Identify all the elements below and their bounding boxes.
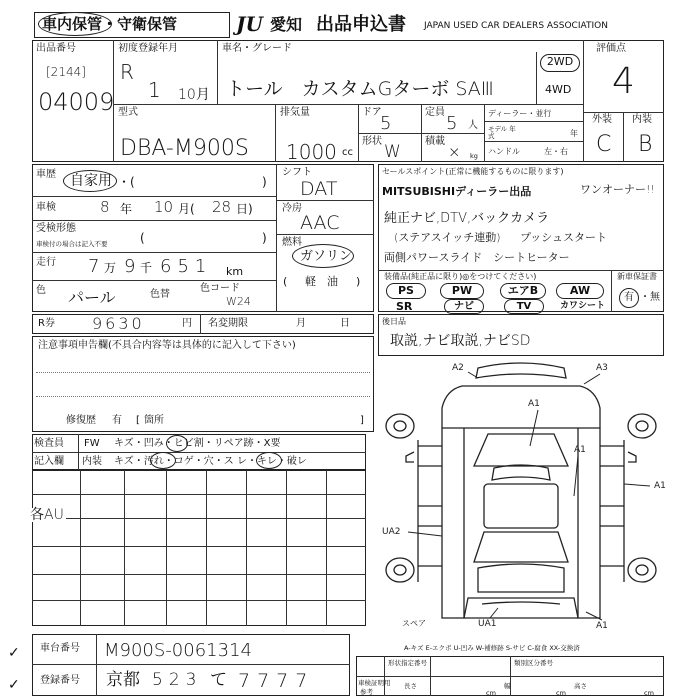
mark-a1-top: A1: [528, 399, 540, 409]
logo-text: 愛知: [270, 15, 303, 34]
inspection-day-unit: 日): [236, 202, 253, 216]
divider: [113, 104, 583, 105]
ticket-label: R券: [38, 318, 55, 329]
divider: [583, 40, 584, 162]
equip-aw: AW: [556, 283, 604, 299]
mark-ua1: UA1: [478, 619, 497, 629]
mileage-man-unit: 万: [104, 261, 117, 275]
entry-label: 記入欄: [34, 456, 64, 467]
shape-label: 形状: [362, 136, 382, 147]
divider: [536, 52, 537, 104]
cm-unit-2: cm: [556, 689, 566, 697]
divider: [623, 112, 624, 162]
grade-label: 評価点: [596, 43, 626, 54]
sales-dealer-title: MITSUBISHIディーラー出品: [382, 185, 532, 198]
mark-ua2: UA2: [382, 527, 401, 537]
divider: [96, 634, 97, 696]
aftermarket-label: 後日品: [382, 317, 406, 326]
model-year-label: モデル 年式: [488, 125, 516, 140]
divider: [276, 234, 374, 235]
registration-month: 10月: [178, 87, 210, 103]
mark-a1-rear: A1: [596, 621, 608, 631]
lot-code: [2144]: [46, 65, 86, 79]
drive-2wd: 2WD: [540, 54, 580, 72]
mark-a1-side: A1: [654, 481, 666, 491]
association-name: JAPAN USED CAR DEALERS ASSOCIATION: [424, 21, 608, 31]
history-circle: [63, 170, 117, 192]
mark-a1-right: A1: [574, 445, 586, 455]
grid-line: [32, 494, 366, 495]
car-name-value: トール カスタムGターボ SAⅢ: [226, 78, 494, 100]
divider: [200, 314, 201, 334]
fuel-close: ): [356, 275, 361, 288]
load-value: ×: [448, 143, 461, 161]
reception-note: 車検付の場合は記入不要: [36, 240, 108, 248]
divider: [32, 196, 276, 197]
equip-airbag: エアB: [500, 283, 546, 299]
shift-label: シフト: [282, 167, 312, 178]
name-change-day: 日: [340, 318, 350, 329]
dent-circle: [166, 435, 188, 452]
mileage-unit: km: [226, 265, 244, 278]
doors-label: ドア: [362, 107, 382, 118]
divider: [378, 270, 664, 271]
mileage-rest: 651: [160, 256, 213, 277]
interior-check-label: 内装: [82, 456, 102, 467]
shape-value: W: [384, 142, 401, 162]
grade-score: 4: [612, 61, 635, 102]
plate-number: 7777: [238, 670, 315, 692]
lot-number: 04009: [38, 88, 115, 116]
history-label: 車歴: [36, 169, 56, 180]
mark-a3: A3: [596, 363, 608, 373]
interior-label: 内装: [632, 114, 652, 125]
displacement-value: 1000: [286, 140, 337, 164]
sales-line2b: プッシュスタート: [520, 231, 608, 244]
divider: [217, 40, 218, 104]
model-year-unit: 年: [570, 129, 578, 138]
notes-line: [36, 396, 370, 397]
divider: [484, 121, 583, 122]
divider: [484, 141, 583, 142]
divider: [276, 200, 374, 201]
storage-circle: [38, 12, 112, 36]
plate-class: 523: [152, 670, 203, 690]
inspector-label: 検査員: [34, 438, 64, 449]
reception-close: ): [262, 231, 267, 245]
ticket-unit: 円: [182, 318, 192, 329]
equip-sr: SR: [396, 300, 413, 313]
capacity-unit: 人: [468, 120, 478, 131]
registration-label: 初度登録年月: [118, 43, 178, 54]
grid-line: [32, 546, 366, 547]
name-change-month: 月: [296, 318, 306, 329]
shift-value: DAT: [300, 178, 338, 200]
fuel-open: (: [283, 275, 288, 288]
cm-unit-1: cm: [486, 689, 496, 697]
displacement-label: 排気量: [280, 107, 310, 118]
equip-seat: カワシート: [560, 301, 606, 311]
sales-label: セールスポイント(正常に機能するものに限ります): [382, 167, 564, 176]
model-value: DBA-M900S: [120, 136, 249, 161]
spare-label: スペア: [402, 619, 426, 628]
sales-line1: 純正ナビ,DTV,バックカメラ: [384, 211, 550, 226]
color-code-label: 色コード: [200, 283, 240, 294]
warranty-yes-circle: [619, 288, 639, 308]
grid-line: [32, 518, 366, 519]
aircon-value: AAC: [300, 212, 340, 234]
inspection-month-unit: 月(: [178, 202, 195, 216]
length-label: 長さ: [404, 682, 417, 690]
spec-label: 車検証明用: [358, 679, 391, 687]
repair-value: 有: [112, 415, 122, 426]
ticket-value: 9630: [92, 314, 145, 333]
equip-ps: PS: [386, 283, 426, 299]
warranty-no: 無: [650, 292, 660, 303]
color-value: パール: [68, 288, 116, 307]
handle-options: 左・右: [544, 147, 568, 156]
inspection-month: 10: [154, 198, 174, 216]
wear-circle: [256, 452, 282, 469]
storage-label: 車内保管・守衛保管: [42, 15, 178, 33]
fw-items: キズ・凹み・ヒビ割・リペア跡・X要: [114, 438, 281, 449]
displacement-unit: cc: [342, 147, 353, 158]
divider: [275, 104, 276, 162]
aftermarket-value: 取説,ナビ取説,ナビSD: [390, 333, 531, 349]
divider: [32, 664, 350, 665]
registration-era: R: [120, 60, 134, 84]
repair-label: 修復歴: [66, 415, 96, 426]
name-change-label: 名変期限: [208, 318, 248, 329]
cm-unit-3: cm: [644, 689, 654, 697]
capacity-label: 定員: [425, 107, 445, 118]
lot-label: 出品番号: [36, 43, 76, 54]
handwritten-note: 各AU: [30, 507, 64, 523]
width-label: 幅: [504, 682, 511, 690]
inspection-year-unit: 年: [120, 202, 133, 216]
divider: [611, 270, 612, 312]
fuel-gasoline: ガソリン: [300, 249, 353, 264]
handle-label: ハンドル: [488, 147, 520, 156]
fuel-diesel: 軽 油: [305, 275, 338, 288]
sales-line2: (ステアスイッチ連動): [394, 231, 501, 244]
dealer-label: ディーラー・並行: [488, 109, 552, 118]
chassis-value: M900S-0061314: [104, 640, 252, 661]
car-name-label: 車名・グレード: [222, 43, 292, 54]
fuel-label: 燃料: [282, 237, 302, 248]
interior-grade: B: [638, 132, 653, 157]
chassis-label: 車台番号: [40, 643, 80, 654]
load-unit: kg: [470, 152, 478, 160]
divider: [32, 452, 366, 453]
exterior-label: 外装: [592, 114, 612, 125]
divider: [32, 280, 276, 281]
damage-legend: A-キズ E-エクボ U-凹み W-補修跡 S-サビ C-腐食 XX-交換済: [404, 644, 580, 652]
inspection-label: 車検: [36, 202, 56, 213]
sales-line3: 両側パワースライド シートヒーター: [384, 251, 570, 264]
check-mark: ✓: [8, 645, 20, 661]
interior-check-items: キズ・汚れ・コゲ・穴・ス レ・キレ・破レ: [114, 456, 307, 467]
doors-value: 5: [380, 113, 392, 134]
history-suffix: ・(: [118, 175, 135, 189]
repair-brackets-close: ]: [360, 415, 364, 426]
registration-year: 1: [148, 78, 161, 102]
warranty-separator: ・: [640, 292, 650, 303]
divider: [78, 434, 79, 470]
ticket-row: [32, 314, 374, 334]
color-change-label: 色替: [150, 289, 170, 300]
load-label: 積載: [425, 136, 445, 147]
car-damage-diagram: [378, 356, 664, 632]
type-number-label: 類別区分番号: [514, 659, 553, 667]
grid-line: [32, 600, 366, 601]
history-close: ): [262, 175, 267, 189]
divider: [32, 220, 276, 221]
inspection-year: 8: [100, 198, 110, 216]
sales-one-owner: ワンオーナー!!: [580, 183, 655, 196]
ju-logo: JU: [236, 12, 263, 36]
equip-pw: PW: [440, 283, 484, 299]
capacity-value: 5: [446, 113, 458, 134]
model-label: 型式: [118, 107, 138, 118]
dirt-circle: [150, 452, 176, 469]
fuel-circle: [292, 244, 354, 268]
warranty-yes: 有: [624, 292, 634, 303]
repair-place: 箇所: [144, 415, 164, 426]
reception-label: 受検形態: [36, 223, 76, 234]
notes-label: 注意事項申告欄(不具合内容等は具体的に記入して下さい): [38, 340, 296, 351]
reception-open: (: [140, 231, 145, 245]
plate-region: 京都: [106, 670, 140, 690]
repair-brackets: [: [136, 415, 140, 426]
color-label: 色: [36, 285, 46, 296]
equipment-label: 装備品(純正品に限り)◎をつけてください): [384, 272, 537, 281]
check-mark: ✓: [8, 677, 20, 693]
equip-tv: TV: [504, 299, 544, 314]
plate-kana: て: [210, 670, 227, 690]
form-title: 出品申込書: [316, 14, 406, 35]
notes-line: [36, 372, 370, 373]
plate-label: 登録番号: [40, 675, 80, 686]
height-label: 高さ: [574, 682, 587, 690]
warranty-label: 新車保証書: [617, 272, 657, 281]
mileage-sen: 9: [124, 256, 136, 277]
divider: [484, 104, 485, 162]
remarks-label: 参考: [360, 688, 373, 696]
aircon-label: 冷房: [282, 203, 302, 214]
divider: [358, 133, 484, 134]
mileage-man: 7: [88, 256, 100, 277]
color-code-value: W24: [226, 295, 251, 308]
mileage-label: 走行: [36, 257, 56, 268]
mark-a2: A2: [452, 363, 464, 373]
exterior-grade: C: [596, 132, 612, 157]
equip-navi: ナビ: [444, 299, 484, 314]
drive-4wd: 4WD: [545, 83, 572, 96]
grid-line: [32, 574, 366, 575]
history-value: 自家用: [70, 173, 112, 189]
inspection-day: 28: [212, 198, 232, 216]
form-number-label: 形状指定番号: [388, 659, 427, 667]
mileage-sen-unit: 千: [140, 261, 153, 275]
divider: [356, 676, 664, 677]
divider: [32, 252, 276, 253]
fw-label: FW: [84, 438, 100, 449]
divider: [276, 164, 277, 312]
